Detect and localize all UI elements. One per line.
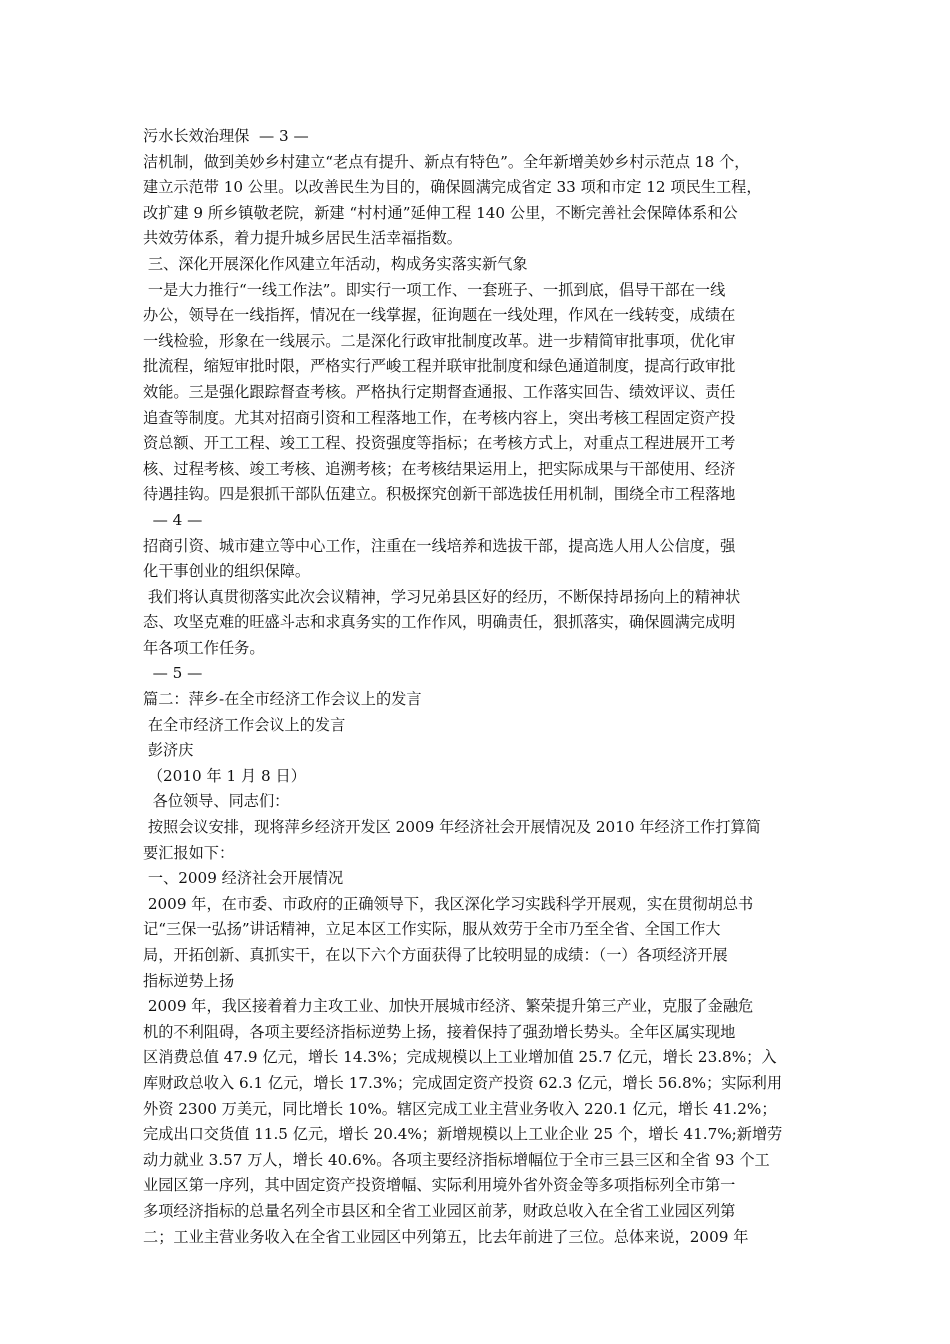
text-line: 建立示范带 10 公里。以改善民生为目的，确保圆满完成省定 33 项和市定 12 项民生工程， (143, 178, 762, 197)
salutation: 各位领导、同志们： (143, 792, 290, 811)
text-line: 机的不利阻碍，各项主要经济指标逆势上扬，接着保持了强劲增长势头。全年区属实现地 (143, 1022, 736, 1041)
text-line: 批流程，缩短审批时限，严格实行严峻工程并联审批制度和绿色通道制度，提高行政审批 (143, 357, 736, 376)
article-title: 篇二：萍乡-在全市经济工作会议上的发言 (143, 690, 422, 709)
text-line: 化干事创业的组织保障。 (143, 562, 311, 581)
text-line: 区消费总值 47.9 亿元，增长 14.3%；完成规模以上工业增加值 25.7 亿元，增长 23.8%；入 (143, 1048, 777, 1067)
text-line: 洁机制，做到美妙乡村建立“老点有提升、新点有特色”。全年新增美妙乡村示范点 18 个， (143, 152, 750, 171)
page-number: — 4 — (143, 510, 203, 529)
text-line: 污水长效治理保 — 3 — (143, 127, 309, 145)
text-line: 年各项工作任务。 (143, 638, 265, 657)
speech-title: 在全市经济工作会议上的发言 (143, 715, 346, 734)
text-line: 库财政总收入 6.1 亿元，增长 17.3%；完成固定资产投资 62.3 亿元，增长 56.8%；实际利用 (143, 1073, 783, 1092)
text-line: 效能。三是强化跟踪督查考核。严格执行定期督查通报、工作落实回告、绩效评议、责任 (143, 382, 736, 401)
text-line: 态、攻坚克难的旺盛斗志和求真务实的工作作风，明确责任，狠抓落实，确保圆满完成明 (143, 613, 736, 632)
text-line: 招商引资、城市建立等中心工作，注重在一线培养和选拔干部，提高选人用人公信度，强 (143, 536, 736, 555)
text-line: 2009 年，在市委、市政府的正确领导下，我区深化学习实践科学开展观，实在贯彻胡总书 (143, 894, 754, 913)
text-line: 记“三保一弘扬”讲话精神，立足本区工作实际，服从效劳于全市乃至全省、全国工作大 (143, 920, 721, 939)
text-line: 多项经济指标的总量名列全市县区和全省工业园区前茅，财政总收入在全省工业园区列第 (143, 1201, 736, 1220)
speaker-name: 彭济庆 (143, 741, 194, 760)
text-line: 完成出口交货值 11.5 亿元，增长 20.4%；新增规模以上工业企业 25 个，增长 41.7%;新增劳 (143, 1125, 783, 1144)
text-line: 业园区第一序列，其中固定资产投资增幅、实际利用境外省外资金等多项指标列全市第一 (143, 1176, 736, 1195)
text-line: 按照会议安排，现将萍乡经济开发区 2009 年经济社会开展情况及 2010 年经济工作打算简 (143, 818, 761, 837)
text-line: 二；工业主营业务收入在全省工业园区中列第五，比去年前进了三位。总体来说，2009 年 (143, 1227, 749, 1246)
section-heading: 三、深化开展深化作风建立年活动，构成务实落实新气象 (143, 254, 528, 273)
text-line: 指标逆势上扬 (143, 971, 235, 990)
text-line: 共效劳体系，着力提升城乡居民生活幸福指数。 (143, 229, 462, 248)
text-line: 我们将认真贯彻落实此次会议精神，学习兄弟县区好的经历，不断保持昂扬向上的精神状 (143, 587, 741, 606)
text-line: 待遇挂钩。四是狠抓干部队伍建立。积极探究创新干部选拔任用机制，围绕全市工程落地 (143, 485, 736, 504)
text-line: 追查等制度。尤其对招商引资和工程落地工作，在考核内容上，突出考核工程固定资产投 (143, 408, 736, 427)
text-line: 一是大力推行“一线工作法”。即实行一项工作、一套班子、一抓到底，倡导干部在一线 (143, 280, 726, 299)
text-line: 办公，领导在一线指挥，情况在一线掌握，征询题在一线处理，作风在一线转变，成绩在 (143, 306, 736, 325)
text-line: 一线检验，形象在一线展示。二是深化行政审批制度改革。进一步精简审批事项，优化审 (143, 331, 736, 350)
text-line: 2009 年，我区接着着力主攻工业、加快开展城市经济、繁荣提升第三产业，克服了金融危 (143, 997, 754, 1016)
page-number: — 5 — (143, 664, 203, 683)
text-line: 外资 2300 万美元，同比增长 10%。辖区完成工业主营业务收入 220.1 亿元，增长 41.2%； (143, 1099, 777, 1118)
text-line: 动力就业 3.57 万人，增长 40.6%。各项主要经济指标增幅位于全市三县三区和全省 93 个工 (143, 1150, 770, 1169)
speech-date: （2010 年 1 月 8 日） (143, 766, 306, 785)
text-line: 要汇报如下： (143, 843, 235, 862)
section-heading: 一、2009 经济社会开展情况 (143, 869, 344, 888)
text-line: 资总额、开工工程、竣工工程、投资强度等指标；在考核方式上，对重点工程进展开工考 (143, 434, 736, 453)
document-page (143, 124, 813, 1250)
text-line: 核、过程考核、竣工考核、追溯考核；在考核结果运用上，把实际成果与干部使用、经济 (143, 459, 736, 478)
text-line: 改扩建 9 所乡镇敬老院，新建 “村村通”延伸工程 140 公里，不断完善社会保障体系和公 (143, 203, 738, 222)
text-line: 局，开拓创新、真抓实干，在以下六个方面获得了比较明显的成绩：（一）各项经济开展 (143, 946, 728, 964)
